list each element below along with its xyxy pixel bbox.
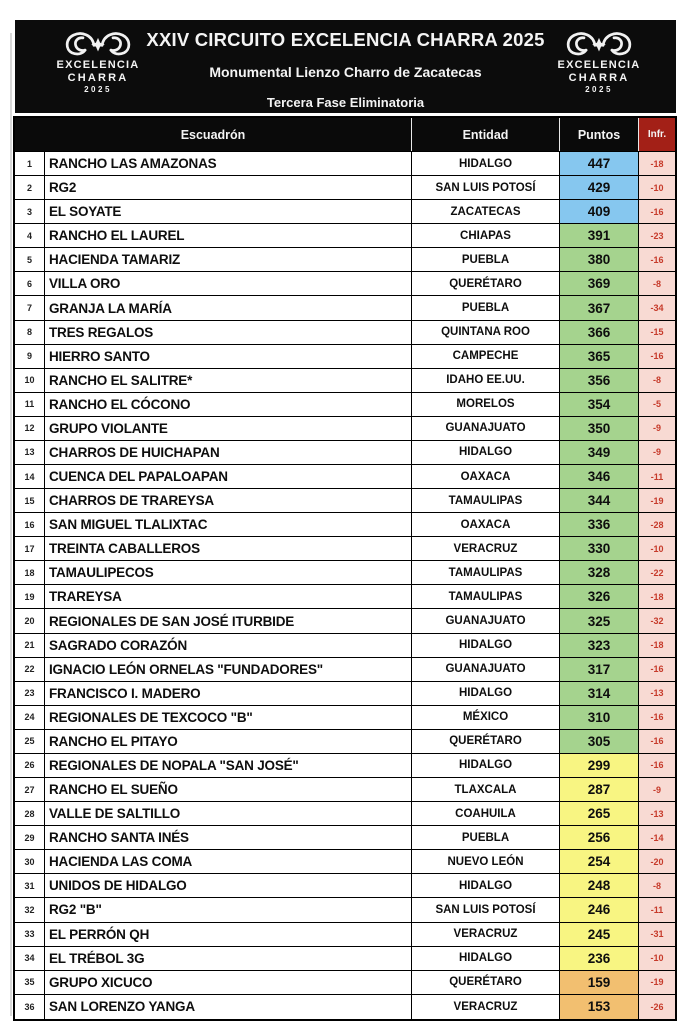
infr-cell: -8 [639,874,675,897]
entidad-cell: MORELOS [412,393,560,416]
rank-cell: 27 [15,778,45,801]
escuadron-cell: CUENCA DEL PAPALOAPAN [45,465,412,488]
puntos-cell: 336 [560,513,639,536]
rank-cell: 20 [15,609,45,632]
table-row [15,778,675,802]
escuadron-cell: TRAREYSA [45,585,412,608]
puntos-cell: 317 [560,658,639,681]
rank-cell: 24 [15,706,45,729]
puntos-cell: 310 [560,706,639,729]
infr-cell: -32 [639,609,675,632]
column-header-infr: Infr. [639,118,675,151]
puntos-cell: 369 [560,272,639,295]
table-row [15,200,675,224]
entidad-cell: QUINTANA ROO [412,321,560,344]
puntos-cell: 328 [560,561,639,584]
horses-emblem-icon [57,29,139,59]
infr-cell: -13 [639,802,675,825]
rank-cell: 34 [15,947,45,970]
infr-cell: -9 [639,417,675,440]
infr-cell: -16 [639,706,675,729]
table-row [15,152,675,176]
entidad-cell: QUERÉTARO [412,971,560,994]
infr-cell: -10 [639,537,675,560]
entidad-cell: VERACRUZ [412,995,560,1019]
entidad-cell: HIDALGO [412,947,560,970]
rank-cell: 28 [15,802,45,825]
table-row [15,224,675,248]
entidad-cell: SAN LUIS POTOSÍ [412,898,560,921]
puntos-cell: 256 [560,826,639,849]
infr-cell: -19 [639,489,675,512]
rank-cell: 13 [15,441,45,464]
entidad-cell: VERACRUZ [412,537,560,560]
entidad-cell: OAXACA [412,465,560,488]
infr-cell: -16 [639,248,675,271]
table-row [15,874,675,898]
puntos-cell: 326 [560,585,639,608]
table-row [15,706,675,730]
infr-cell: -16 [639,658,675,681]
table-row [15,369,675,393]
table-row [15,345,675,369]
infr-cell: -14 [639,826,675,849]
puntos-cell: 245 [560,923,639,946]
infr-cell: -11 [639,465,675,488]
puntos-cell: 346 [560,465,639,488]
column-header-puntos: Puntos [560,118,639,151]
rank-cell: 35 [15,971,45,994]
entidad-cell: HIDALGO [412,152,560,175]
table-row [15,730,675,754]
escuadron-cell: GRUPO XICUCO [45,971,412,994]
table-row [15,658,675,682]
entidad-cell: GUANAJUATO [412,417,560,440]
puntos-cell: 246 [560,898,639,921]
infr-cell: -18 [639,634,675,657]
escuadron-cell: RANCHO EL CÓCONO [45,393,412,416]
banner-text [145,20,546,113]
column-header-entidad: Entidad [412,118,560,151]
rank-cell: 14 [15,465,45,488]
logo-text-year: 2025 [84,85,112,94]
escuadron-cell: VALLE DE SALTILLO [45,802,412,825]
escuadron-cell: VILLA ORO [45,272,412,295]
escuadron-cell: HACIENDA LAS COMA [45,850,412,873]
infr-cell: -8 [639,272,675,295]
puntos-cell: 391 [560,224,639,247]
scan-edge-artifact [10,33,12,1016]
table-row [15,321,675,345]
puntos-cell: 429 [560,176,639,199]
entidad-cell: QUERÉTARO [412,272,560,295]
infr-cell: -15 [639,321,675,344]
infr-cell: -11 [639,898,675,921]
entidad-cell: MÉXICO [412,706,560,729]
header-banner [15,20,676,113]
entidad-cell: IDAHO EE.UU. [412,369,560,392]
table-row [15,441,675,465]
table-row [15,947,675,971]
entidad-cell: HIDALGO [412,441,560,464]
escuadron-cell: HIERRO SANTO [45,345,412,368]
escuadron-cell: SAGRADO CORAZÓN [45,634,412,657]
rank-cell: 10 [15,369,45,392]
puntos-cell: 314 [560,682,639,705]
rank-cell: 8 [15,321,45,344]
rank-cell: 17 [15,537,45,560]
venue-subtitle: Monumental Lienzo Charro de Zacatecas [209,64,482,80]
entidad-cell: PUEBLA [412,296,560,319]
escuadron-cell: SAN LORENZO YANGA [45,995,412,1019]
rank-cell: 5 [15,248,45,271]
rank-cell: 25 [15,730,45,753]
entidad-cell: CAMPECHE [412,345,560,368]
rank-cell: 36 [15,995,45,1019]
escuadron-cell: EL PERRÓN QH [45,923,412,946]
entidad-cell: ZACATECAS [412,200,560,223]
escuadron-cell: RG2 [45,176,412,199]
table-row [15,417,675,441]
infr-cell: -18 [639,152,675,175]
table-row [15,393,675,417]
infr-cell: -5 [639,393,675,416]
table-row [15,489,675,513]
logo-text-excelencia: EXCELENCIA [56,59,140,71]
rank-cell: 23 [15,682,45,705]
entidad-cell: PUEBLA [412,248,560,271]
puntos-cell: 153 [560,995,639,1019]
puntos-cell: 305 [560,730,639,753]
rank-cell: 1 [15,152,45,175]
puntos-cell: 365 [560,345,639,368]
column-header-escuadron: Escuadrón [15,118,412,151]
table-row [15,682,675,706]
entidad-cell: COAHUILA [412,802,560,825]
puntos-cell: 159 [560,971,639,994]
rank-cell: 18 [15,561,45,584]
table-row [15,850,675,874]
infr-cell: -28 [639,513,675,536]
table-row [15,513,675,537]
escuadron-cell: TREINTA CABALLEROS [45,537,412,560]
phase-label: Tercera Fase Eliminatoria [266,95,425,110]
escuadron-cell: HACIENDA TAMARIZ [45,248,412,271]
entidad-cell: CHIAPAS [412,224,560,247]
infr-cell: -16 [639,345,675,368]
table-row [15,248,675,272]
puntos-cell: 287 [560,778,639,801]
entidad-cell: VERACRUZ [412,923,560,946]
puntos-cell: 265 [560,802,639,825]
escuadron-cell: RANCHO EL SUEÑO [45,778,412,801]
table-row [15,971,675,995]
entidad-cell: HIDALGO [412,754,560,777]
puntos-cell: 299 [560,754,639,777]
escuadron-cell: TAMAULIPECOS [45,561,412,584]
table-row [15,296,675,320]
rank-cell: 26 [15,754,45,777]
infr-cell: -16 [639,730,675,753]
entidad-cell: HIDALGO [412,682,560,705]
infr-cell: -16 [639,200,675,223]
logo-text-charra: CHARRA [568,72,630,84]
escuadron-cell: REGIONALES DE NOPALA "SAN JOSÉ" [45,754,412,777]
entidad-cell: GUANAJUATO [412,658,560,681]
entidad-cell: SAN LUIS POTOSÍ [412,176,560,199]
puntos-cell: 236 [560,947,639,970]
logo-right [540,29,658,94]
escuadron-cell: REGIONALES DE SAN JOSÉ ITURBIDE [45,609,412,632]
infr-cell: -16 [639,754,675,777]
infr-cell: -10 [639,176,675,199]
escuadron-cell: RANCHO SANTA INÉS [45,826,412,849]
infr-cell: -13 [639,682,675,705]
rank-cell: 29 [15,826,45,849]
table-row [15,898,675,922]
table-row [15,802,675,826]
puntos-cell: 248 [560,874,639,897]
infr-cell: -9 [639,778,675,801]
table-row [15,537,675,561]
table-row [15,465,675,489]
infr-cell: -22 [639,561,675,584]
puntos-cell: 349 [560,441,639,464]
infr-cell: -23 [639,224,675,247]
table-row [15,826,675,850]
rank-cell: 22 [15,658,45,681]
infr-cell: -9 [639,441,675,464]
puntos-cell: 344 [560,489,639,512]
table-row [15,995,675,1019]
table-row [15,272,675,296]
table-row [15,585,675,609]
results-table [13,116,677,1021]
entidad-cell: TAMAULIPAS [412,561,560,584]
rank-cell: 32 [15,898,45,921]
table-row [15,923,675,947]
table-row [15,634,675,658]
entidad-cell: GUANAJUATO [412,609,560,632]
escuadron-cell: RANCHO LAS AMAZONAS [45,152,412,175]
escuadron-cell: IGNACIO LEÓN ORNELAS "FUNDADORES" [45,658,412,681]
logo-text-excelencia: EXCELENCIA [557,59,641,71]
entidad-cell: TLAXCALA [412,778,560,801]
entidad-cell: PUEBLA [412,826,560,849]
rank-cell: 33 [15,923,45,946]
puntos-cell: 367 [560,296,639,319]
puntos-cell: 447 [560,152,639,175]
puntos-cell: 380 [560,248,639,271]
table-header-row [15,118,675,152]
rank-cell: 12 [15,417,45,440]
horses-emblem-icon [558,29,640,59]
escuadron-cell: RANCHO EL LAUREL [45,224,412,247]
rank-cell: 30 [15,850,45,873]
escuadron-cell: RG2 "B" [45,898,412,921]
rank-cell: 2 [15,176,45,199]
escuadron-cell: CHARROS DE HUICHAPAN [45,441,412,464]
entidad-cell: NUEVO LEÓN [412,850,560,873]
escuadron-cell: GRANJA LA MARÍA [45,296,412,319]
puntos-cell: 323 [560,634,639,657]
escuadron-cell: UNIDOS DE HIDALGO [45,874,412,897]
escuadron-cell: GRUPO VIOLANTE [45,417,412,440]
puntos-cell: 254 [560,850,639,873]
escuadron-cell: EL SOYATE [45,200,412,223]
rank-cell: 9 [15,345,45,368]
rank-cell: 7 [15,296,45,319]
puntos-cell: 330 [560,537,639,560]
infr-cell: -31 [639,923,675,946]
rank-cell: 6 [15,272,45,295]
table-body [15,152,675,1019]
table-row [15,561,675,585]
escuadron-cell: REGIONALES DE TEXCOCO "B" [45,706,412,729]
rank-cell: 3 [15,200,45,223]
logo-text-year: 2025 [585,85,613,94]
rank-cell: 31 [15,874,45,897]
rank-cell: 19 [15,585,45,608]
entidad-cell: HIDALGO [412,874,560,897]
puntos-cell: 409 [560,200,639,223]
infr-cell: -10 [639,947,675,970]
escuadron-cell: CHARROS DE TRAREYSA [45,489,412,512]
rank-cell: 4 [15,224,45,247]
logo-text-charra: CHARRA [67,72,129,84]
table-row [15,176,675,200]
escuadron-cell: FRANCISCO I. MADERO [45,682,412,705]
infr-cell: -34 [639,296,675,319]
infr-cell: -20 [639,850,675,873]
rank-cell: 16 [15,513,45,536]
puntos-cell: 366 [560,321,639,344]
event-title: XXIV CIRCUITO EXCELENCIA CHARRA 2025 [146,29,545,50]
infr-cell: -8 [639,369,675,392]
escuadron-cell: TRES REGALOS [45,321,412,344]
entidad-cell: TAMAULIPAS [412,489,560,512]
table-row [15,609,675,633]
puntos-cell: 356 [560,369,639,392]
puntos-cell: 354 [560,393,639,416]
escuadron-cell: RANCHO EL SALITRE* [45,369,412,392]
rank-cell: 11 [15,393,45,416]
escuadron-cell: RANCHO EL PITAYO [45,730,412,753]
entidad-cell: OAXACA [412,513,560,536]
logo-left [39,29,157,94]
puntos-cell: 325 [560,609,639,632]
entidad-cell: TAMAULIPAS [412,585,560,608]
infr-cell: -18 [639,585,675,608]
entidad-cell: QUERÉTARO [412,730,560,753]
rank-cell: 21 [15,634,45,657]
entidad-cell: HIDALGO [412,634,560,657]
escuadron-cell: SAN MIGUEL TLALIXTAC [45,513,412,536]
escuadron-cell: EL TRÉBOL 3G [45,947,412,970]
rank-cell: 15 [15,489,45,512]
table-row [15,754,675,778]
infr-cell: -26 [639,995,675,1019]
puntos-cell: 350 [560,417,639,440]
infr-cell: -19 [639,971,675,994]
